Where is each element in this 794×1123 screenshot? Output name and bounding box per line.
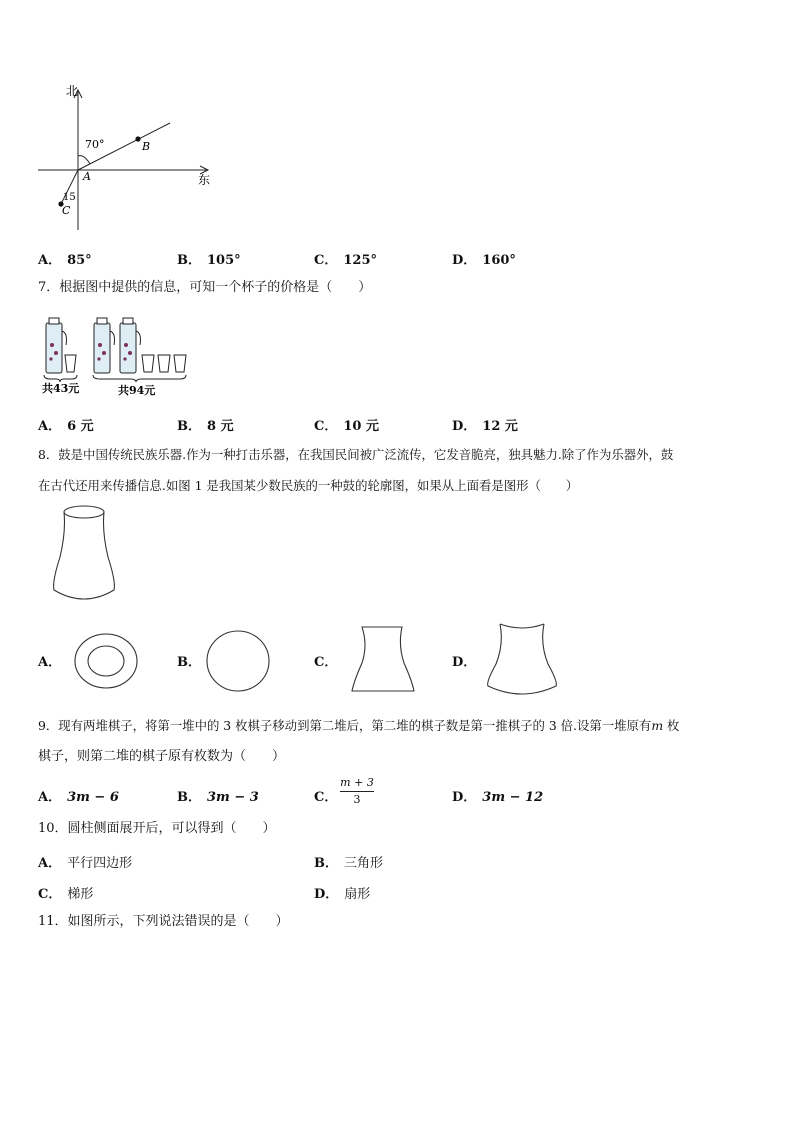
angle-70-arc — [78, 156, 90, 164]
fraction-numerator: m + 3 — [340, 776, 374, 789]
q11-stem: 11．如图所示，下列说法错误的是（ ） — [38, 914, 289, 929]
cup-icon — [142, 355, 154, 372]
cup-icon — [65, 355, 76, 372]
q10-option-d[interactable]: D． 扇形 — [314, 887, 371, 902]
q10-option-b[interactable]: B． 三角形 — [314, 856, 384, 871]
fraction-denominator: 3 — [353, 793, 361, 806]
point-a-label: A — [83, 170, 91, 183]
fraction-bar — [340, 791, 374, 792]
q9-option-d[interactable]: D． 3m − 12 — [452, 790, 544, 805]
brace-right — [93, 375, 186, 382]
q9-option-b[interactable]: B． 3m − 3 — [177, 790, 259, 805]
bottle-icon — [94, 323, 110, 373]
q6-option-d[interactable]: D． 160° — [452, 253, 516, 268]
q8-stem-line2: 在古代还用来传播信息.如图 1 是我国某少数民族的一种鼓的轮廓图，如果从上面看是图形（ ） — [38, 478, 579, 493]
q10-stem: 10．圆柱侧面展开后，可以得到（ ） — [38, 821, 276, 836]
q8-option-c[interactable]: C． — [314, 655, 338, 670]
q7-option-c[interactable]: C． 10 元 — [314, 419, 379, 434]
variable-m: m — [651, 718, 664, 733]
q6-direction-figure — [30, 80, 220, 240]
q7-stem: 7．根据图中提供的信息，可知一个杯子的价格是（ ） — [38, 280, 372, 295]
q9-option-c[interactable]: C． — [314, 790, 338, 805]
point-b-dot — [135, 136, 140, 141]
q9-stem-line1: 9．现有两堆棋子，将第一堆中的 3 枚棋子移动到第二堆后，第二堆的棋子数是第一推棋子的 3 倍.设第一堆原有m 枚 — [38, 718, 680, 733]
q7-option-a[interactable]: A． 6 元 — [38, 419, 94, 434]
q8-option-a[interactable]: A． — [38, 655, 62, 670]
q8-stem-line1: 8．鼓是中国传统民族乐器.作为一种打击乐器，在我国民间被广泛流传，它发音脆亮，独具魅力.除了作为乐器外，鼓 — [38, 447, 674, 462]
q6-option-b[interactable]: B． 105° — [177, 253, 241, 268]
q10-option-a[interactable]: A． 平行四边形 — [38, 856, 133, 871]
q8-option-d-side-view — [482, 618, 566, 698]
point-c-label: C — [62, 204, 71, 217]
angle-15-label: 15 — [63, 192, 76, 203]
cup-icon — [174, 355, 186, 372]
q8-option-b[interactable]: B． — [177, 655, 201, 670]
bottle-icon — [120, 323, 136, 373]
q6-option-c[interactable]: C． 125° — [314, 253, 377, 268]
total-94-label: 共94元 — [118, 384, 156, 397]
q6-option-a[interactable]: A． 85° — [38, 253, 92, 268]
angle-70-label: 70° — [85, 138, 105, 151]
brace-left — [44, 375, 77, 382]
q10-option-c[interactable]: C． 梯形 — [38, 887, 94, 902]
q8-option-d[interactable]: D． — [452, 655, 477, 670]
q8-option-a-concentric-circles — [72, 632, 142, 692]
q8-option-c-front-view — [346, 623, 422, 695]
q9-option-c-fraction — [338, 776, 376, 807]
q7-bottles-cups-figure — [38, 315, 198, 400]
q9-stem-line2: 棋子，则第二堆的棋子原有枚数为（ ） — [38, 749, 286, 764]
q9-option-a[interactable]: A． 3m − 6 — [38, 790, 119, 805]
bottle-icon — [46, 323, 62, 373]
q8-option-b-circle — [203, 628, 273, 694]
north-label: 北 — [66, 84, 79, 98]
total-43-label: 共43元 — [42, 382, 80, 395]
q7-option-d[interactable]: D． 12 元 — [452, 419, 518, 434]
cup-icon — [158, 355, 170, 372]
q8-drum-figure-1 — [48, 502, 124, 606]
point-b-label: B — [142, 140, 151, 153]
q7-option-b[interactable]: B． 8 元 — [177, 419, 234, 434]
east-label: 东 — [198, 173, 211, 187]
